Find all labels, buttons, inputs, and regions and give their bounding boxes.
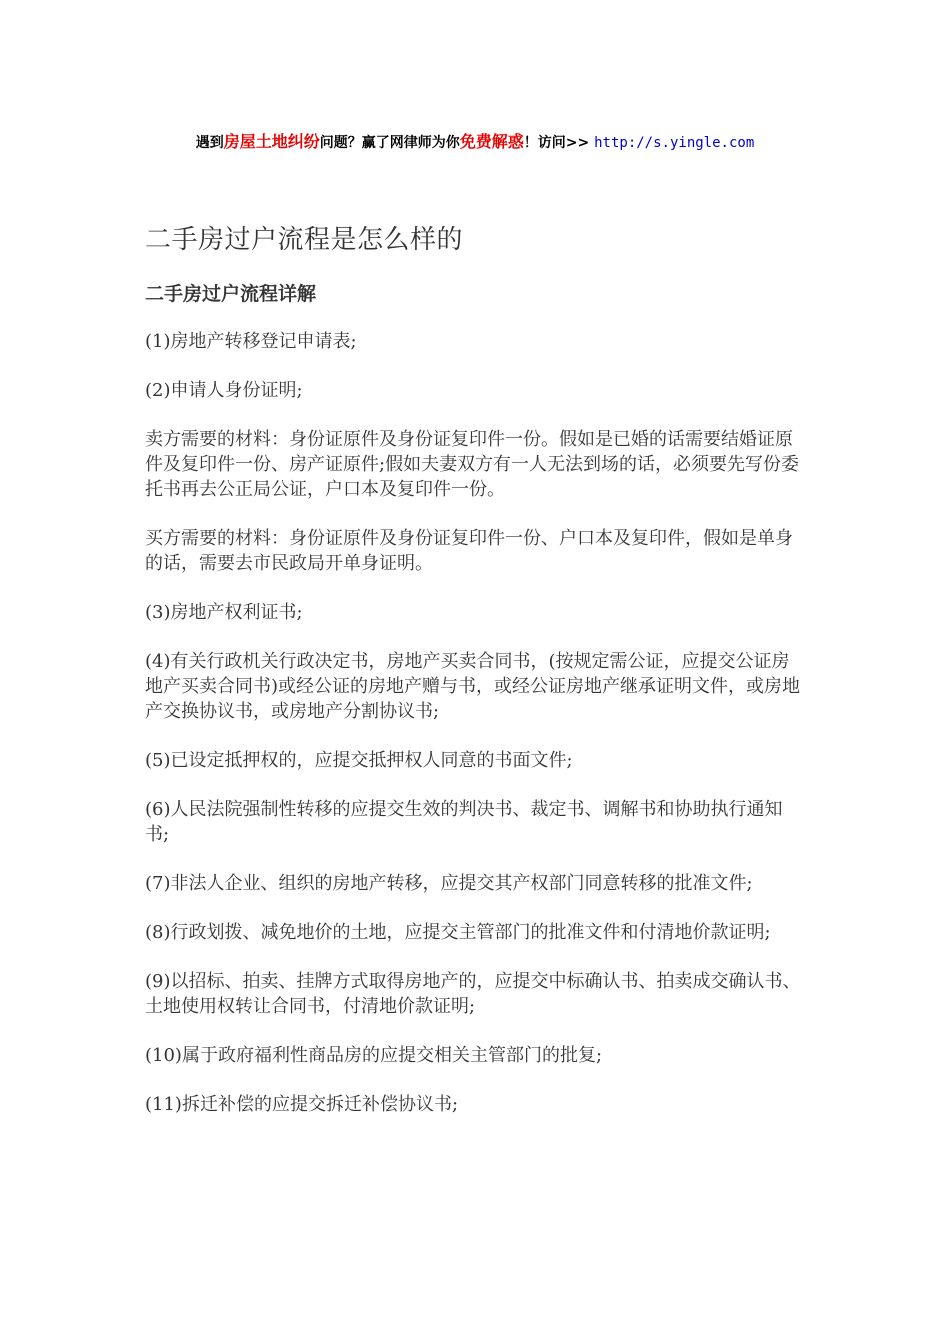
banner-prefix: 遇到	[195, 135, 224, 151]
seller-materials: 卖方需要的材料：身份证原件及身份证复印件一份。假如是已婚的话需要结婚证原件及复印件一份、房产证原件;假如夫妻双方有一人无法到场的话，必须要先写份委托书再去公正局公证，户口本及复印件一份。	[145, 429, 800, 500]
paragraph-item-7: (7)非法人企业、组织的房地产转移，应提交其产权部门同意转移的批准文件;	[145, 873, 753, 894]
paragraph-item-1: (1)房地产转移登记申请表;	[145, 331, 357, 352]
paragraph-item-8: (8)行政划拨、减免地价的土地，应提交主管部门的批准文件和付清地价款证明;	[145, 922, 771, 943]
banner-middle: 问题？赢了网律师为你	[319, 135, 460, 151]
document-title: 二手房过户流程是怎么样的	[145, 225, 464, 255]
buyer-materials: 买方需要的材料：身份证原件及身份证复印件一份、户口本及复印件，假如是单身的话，需要去市民政局开单身证明。	[145, 528, 793, 574]
paragraph-item-4: (4)有关行政机关行政决定书，房地产买卖合同书，(按规定需公证，应提交公证房地产买卖合同书)或经公证的房地产赠与书，或经公证房地产继承证明文件，或房地产交换协议书，或房地产分割协议书;	[145, 651, 801, 722]
document-body	[145, 218, 805, 1117]
paragraph-item-6: (6)人民法院强制性转移的应提交生效的判决书、裁定书、调解书和协助执行通知书;	[145, 799, 783, 845]
paragraph-item-9: (9)以招标、拍卖、挂牌方式取得房地产的，应提交中标确认书、拍卖成交确认书、土地使用权转让合同书，付清地价款证明;	[145, 971, 801, 1017]
banner-highlight-free: 免费解惑	[459, 132, 524, 151]
ad-banner	[0, 129, 950, 152]
paragraph-item-10: (10)属于政府福利性商品房的应提交相关主管部门的批复;	[145, 1045, 603, 1066]
paragraph-item-5: (5)已设定抵押权的，应提交抵押权人同意的书面文件;	[145, 750, 573, 771]
paragraph-item-11: (11)拆迁补偿的应提交拆迁补偿协议书;	[145, 1094, 459, 1115]
paragraph-list	[145, 329, 805, 1117]
paragraph-item-3: (3)房地产权利证书;	[145, 602, 303, 623]
document-subtitle: 二手房过户流程详解	[145, 283, 317, 305]
paragraph-item-2: (2)申请人身份证明;	[145, 380, 303, 401]
banner-link[interactable]: http://s.yingle.com	[594, 135, 755, 151]
banner-suffix: ！访问>>	[523, 135, 595, 151]
banner-highlight-dispute: 房屋土地纠纷	[223, 132, 320, 151]
